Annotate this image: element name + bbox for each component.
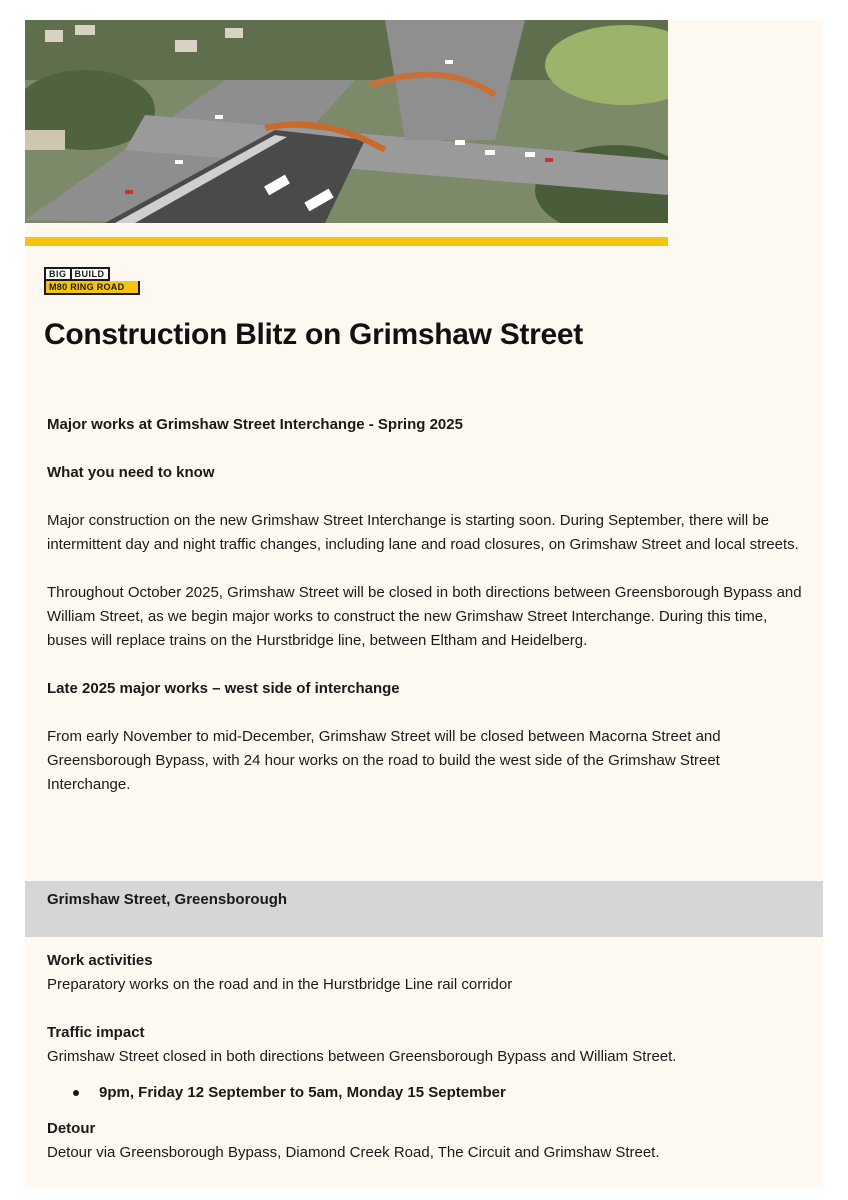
works-details (47, 949, 807, 1165)
big-build-logo (44, 267, 140, 295)
intro-paragraph-1: Major construction on the new Grimshaw Street Interchange is starting soon. During September, there will be intermittent day and night traffic changes, including lane and road closures, on Grimshaw Street and local streets. (47, 512, 799, 553)
accent-bar (25, 237, 668, 246)
detour-heading: Detour (47, 1120, 96, 1137)
logo-word-build: BUILD (72, 267, 110, 281)
document-page (25, 20, 823, 1188)
late-works-heading: Late 2025 major works – west side of interchange (47, 680, 400, 697)
intro-subheading: What you need to know (47, 464, 215, 481)
closure-time-text: 9pm, Friday 12 September to 5am, Monday 15 September (99, 1084, 506, 1101)
work-activities-text: Preparatory works on the road and in the Hurstbridge Line rail corridor (47, 976, 513, 993)
traffic-impact-heading: Traffic impact (47, 1024, 145, 1041)
traffic-impact-text: Grimshaw Street closed in both directions between Greensborough Bypass and William Street. (47, 1048, 677, 1065)
detour-text: Detour via Greensborough Bypass, Diamond Creek Road, The Circuit and Grimshaw Street. (47, 1144, 660, 1161)
bullet-dot-icon (73, 1090, 79, 1096)
closure-time-bullet (73, 1081, 807, 1105)
section-band-title: Grimshaw Street, Greensborough (47, 891, 288, 908)
interchange-aerial-render (25, 20, 668, 223)
intro-section (47, 413, 807, 797)
page-title: Construction Blitz on Grimshaw Street (44, 318, 583, 351)
section-band (25, 881, 823, 937)
hero-image (25, 20, 668, 223)
logo-subtitle: M80 RING ROAD (44, 281, 140, 295)
intro-paragraph-3: From early November to mid-December, Grimshaw Street will be closed between Macorna Street and Greensborough Bypass, with 24 hour works on the road to build the west side of the Grimshaw Street Interchange. (47, 728, 721, 793)
work-activities-heading: Work activities (47, 952, 153, 969)
intro-heading: Major works at Grimshaw Street Interchange - Spring 2025 (47, 416, 463, 433)
logo-word-big: BIG (44, 267, 72, 281)
intro-paragraph-2: Throughout October 2025, Grimshaw Street will be closed in both directions between Greensborough Bypass and William Street, as we begin major works to construct the new Grimshaw Street Interchange. During this time, buses will replace trains on the Hurstbridge line, between Eltham and Heidelberg. (47, 584, 802, 649)
